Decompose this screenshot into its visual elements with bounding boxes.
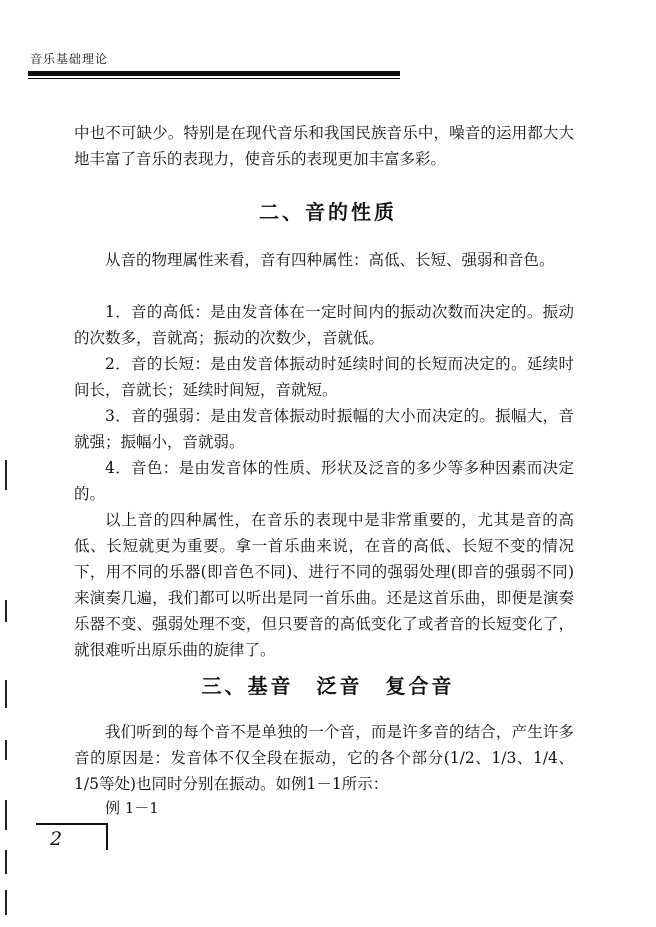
page-corner-line-vertical	[106, 823, 108, 850]
paragraph-pitch: 1．音的高低：是由发音体在一定时间内的振动次数而决定的。振动的次数多，音就高；振动的次数少，音就低。	[74, 303, 574, 347]
paragraph-duration: 2．音的长短：是由发音体振动时延续时间的长短而决定的。延续时间长，音就长；延续时间短，音就短。	[74, 355, 574, 399]
section-heading-overtones: 三、基音 泛音 复合音	[201, 674, 455, 698]
binding-mark	[5, 680, 7, 708]
paragraph-timbre: 4．音色：是由发音体的性质、形状及泛音的多少等多种因素而决定的。	[74, 459, 574, 503]
page-corner-line-horizontal	[36, 823, 106, 825]
paragraph-importance: 以上音的四种属性，在音乐的表现中是非常重要的，尤其是音的高低、长短就更为重要。拿一首乐曲来说，在音的高低、长短不变的情况下，用不同的乐器(即音色不同)、进行不同的强弱处理(即音的强弱不同)来演奏几遍，我们都可以听出是同一首乐曲。还是这首乐曲，即便是演奏乐器不变、强弱处理不变，但只要音的高低变化了或者音的长短变化了，就很难听出原乐曲的旋律了。	[74, 511, 574, 659]
header-rule-thin	[28, 78, 400, 79]
paragraph-overtones: 我们听到的每个音不是单独的一个音，而是许多音的结合，产生许多音的原因是：发音体不仅全段在振动，它的各个部分(1/2、1/3、1/4、1/5等处)也同时分别在振动。如例1－1所示：	[74, 723, 574, 793]
running-header-title: 音乐基础理论	[30, 52, 109, 66]
paragraph-intensity: 3．音的强弱：是由发音体振动时振幅的大小而决定的。振幅大，音就强；振幅小，音就弱。	[74, 407, 574, 451]
binding-mark	[5, 850, 7, 874]
binding-mark	[5, 600, 7, 622]
example-label: 例 1－1	[105, 799, 159, 817]
header-rule-thick	[28, 71, 400, 76]
paragraph-continuation: 中也不可缺少。特别是在现代音乐和我国民族音乐中，噪音的运用都大大地丰富了音乐的表现力，使音乐的表现更加丰富多彩。	[74, 124, 574, 168]
paragraph-intro: 从音的物理属性来看，音有四种属性：高低、长短、强弱和音色。	[105, 251, 555, 269]
page-number: 2	[50, 828, 63, 850]
binding-mark	[5, 740, 7, 760]
binding-mark	[5, 800, 7, 830]
binding-mark	[5, 460, 7, 490]
section-heading-properties: 二、音的性质	[259, 200, 397, 224]
binding-mark	[5, 890, 7, 915]
